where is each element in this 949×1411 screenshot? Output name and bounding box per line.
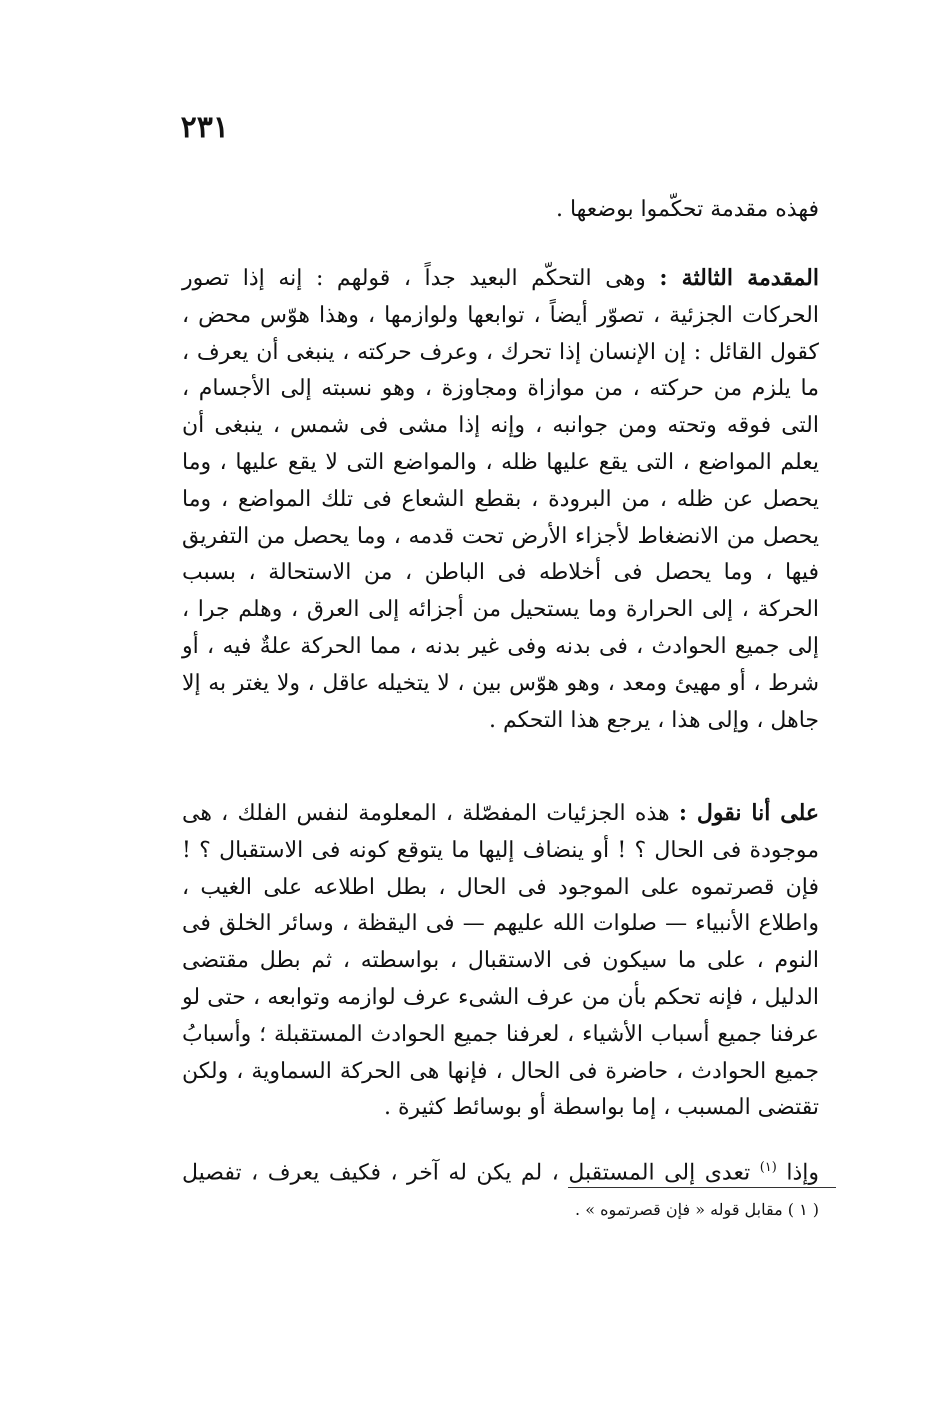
footnote: ( ١ ) مقابل قوله « فإن قصرتموه » .	[575, 1200, 819, 1219]
paragraph-body-end: تعدى إلى المستقبل ، لم يكن له آخر ، فكيف يعرف ، تفصيل	[182, 1160, 760, 1186]
paragraph-response	[182, 795, 819, 1127]
paragraph-body: وهى التحكّم البعيد جداً ، قولهم : إنه إذا تصور الحركات الجزئية ، تصوّر أيضاً ، توابعها ولوازمها ، وهذا هوّس محض ، كقول القائل : إن الإنسان إذا تحرك ، وعرف حركته ، ينبغى أن يعرف ، ما يلزم من حركته ، من موازاة ومجاوزة ، وهو نسبته إلى الأجسام ، التى فوقه وتحته ومن جوانبه ، وإنه إذا مشى فى شمس ، ينبغى أن يعلم المواضع ، التى يقع عليها ظله ، والمواضع التى لا يقع عليها ، وما يحصل عن ظله ، من البرودة ، بقطع الشعاع فى تلك المواضع ، وما يحصل من الانضغاط لأجزاء الأرض تحت قدمه ، وما يحصل من التفريق فيها ، وما يحصل فى أخلاطه فى الباطن ، من الاستحالة ، بسبب الحركة ، إلى الحرارة وما يستحيل من أجزائه إلى العرق ، وهلم جرا ، إلى جميع الحوادث ، فى بدنه وفى غير بدنه ، مما الحركة علةٌ فيه ، أو شرط ، أو مهيئ ومعد ، وهو هوّس بين ، لا يتخيله عاقل ، ولا يغتر به إلا جاهل ، وإلى هذا ، يرجع هذا التحكم .	[182, 266, 819, 733]
paragraph-third-premise	[182, 260, 819, 739]
paragraph-body-start: وإذا	[776, 1160, 819, 1186]
footnote-divider	[568, 1187, 836, 1188]
intro-line: فهذه مقدمة تحكّموا بوضعها .	[555, 197, 819, 222]
paragraph-lead: المقدمة الثالثة :	[659, 265, 819, 291]
paragraph-lead: على أنا نقول :	[678, 800, 819, 826]
paragraph-body: هذه الجزئيات المفصّلة ، المعلومة لنفس الفلك ، هى موجودة فى الحال ؟ ! أو ينضاف إليها ما يتوقع كونه فى الاستقبال ؟ ! فإن قصرتموه على الموجود فى الحال ، بطل اطلاعه على الغيب ، واطلاع الأنبياء — صلوات الله عليهم — فى اليقظة ، وسائر الخلق فى النوم ، على ما سيكون فى الاستقبال ، بواسطته ، ثم بطل مقتضى الدليل ، فإنه تحكم بأن من عرف الشىء عرف لوازمه وتوابعه ، حتى لو عرفنا جميع أسباب الأشياء ، لعرفنا جميع الحوادث المستقبلة ؛ وأسبابُ جميع الحوادث ، حاضرة فى الحال ، فإنها هى الحركة السماوية ، ولكن تقتضى المسبب ، إما بواسطة أو بوسائط كثيرة .	[182, 801, 819, 1121]
footnote-reference: (١)	[759, 1160, 777, 1175]
paragraph-continuation	[182, 1150, 819, 1192]
page-number: ٢٣١	[180, 110, 229, 145]
